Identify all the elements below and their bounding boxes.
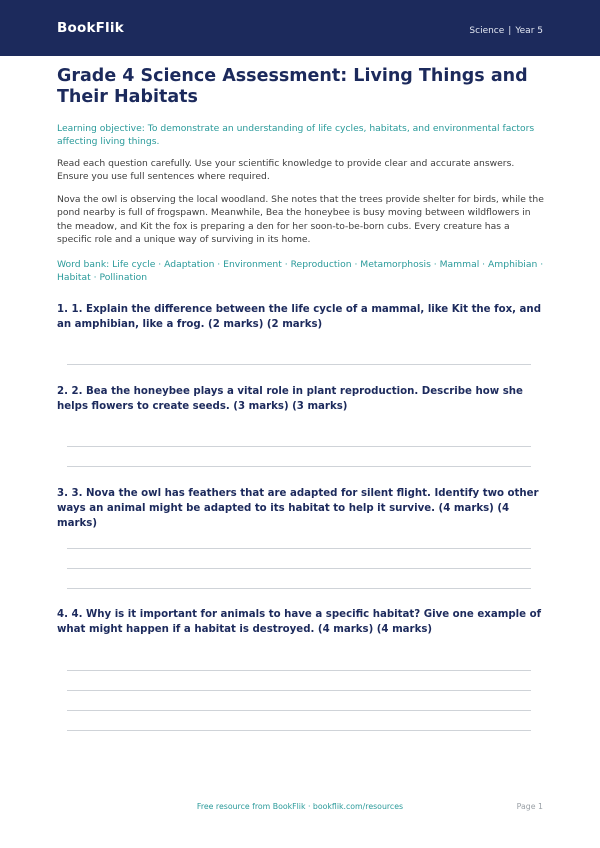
subject-label: Science (469, 26, 505, 36)
page-number: Page 1 (516, 802, 543, 811)
header-meta (469, 27, 543, 36)
question-2: 2. 2. Bea the honeybee plays a vital role in plant reproduction. Describe how she helps flowers to create seeds. (3 marks) (3 marks) (57, 386, 523, 412)
answer-line[interactable] (67, 690, 531, 691)
story-paragraph: Nova the owl is observing the local woodland. She notes that the trees provide shelter for birds, while the pond nearby is full of frogspawn. Meanwhile, Bea the honeybee is busy moving between wildflowers in the meadow, and Kit the fox is preparing a den for her soon-to-be-born cubs. Every creature has a specific role and a unique way of surviving in its home. (57, 194, 544, 245)
year-label: Year 5 (515, 26, 543, 36)
footer-credit[interactable]: Free resource from BookFlik · bookflik.com/resources (196, 802, 404, 811)
question-1: 1. 1. Explain the difference between the life cycle of a mammal, like Kit the fox, and an amphibian, like a frog. (2 marks) (2 marks) (57, 304, 541, 330)
instructions-paragraph: Read each question carefully. Use your scientific knowledge to provide clear and accurate answers. Ensure you use full sentences where required. (57, 158, 515, 183)
question-4: 4. 4. Why is it important for animals to have a specific habitat? Give one example of what might happen if a habitat is destroyed. (4 marks) (4 marks) (57, 609, 542, 635)
answer-line[interactable] (67, 446, 531, 447)
answer-line[interactable] (67, 710, 531, 711)
page-header (0, 0, 600, 56)
brand-logo-text[interactable]: BookFlik (57, 20, 124, 36)
answer-line[interactable] (67, 466, 531, 467)
answer-line[interactable] (67, 548, 531, 549)
answer-line[interactable] (67, 730, 531, 731)
answer-line[interactable] (67, 568, 531, 569)
question-3: 3. 3. Nova the owl has feathers that are adapted for silent flight. Identify two other ways an animal might be adapted to its habitat to help it survive. (4 marks) (4 marks) (57, 488, 539, 529)
answer-line[interactable] (67, 670, 531, 671)
word-bank: Word bank: Life cycle · Adaptation · Environment · Reproduction · Metamorphosis · Mammal · Amphibian · Habitat · Pollination (57, 259, 544, 283)
header-separator: | (508, 26, 512, 36)
learning-objective: Learning objective: To demonstrate an understanding of life cycles, habitats, and environmental factors affecting living things. (57, 123, 535, 147)
page-title: Grade 4 Science Assessment: Living Things and Their Habitats (57, 66, 528, 107)
answer-line[interactable] (67, 588, 531, 589)
answer-line[interactable] (67, 364, 531, 365)
